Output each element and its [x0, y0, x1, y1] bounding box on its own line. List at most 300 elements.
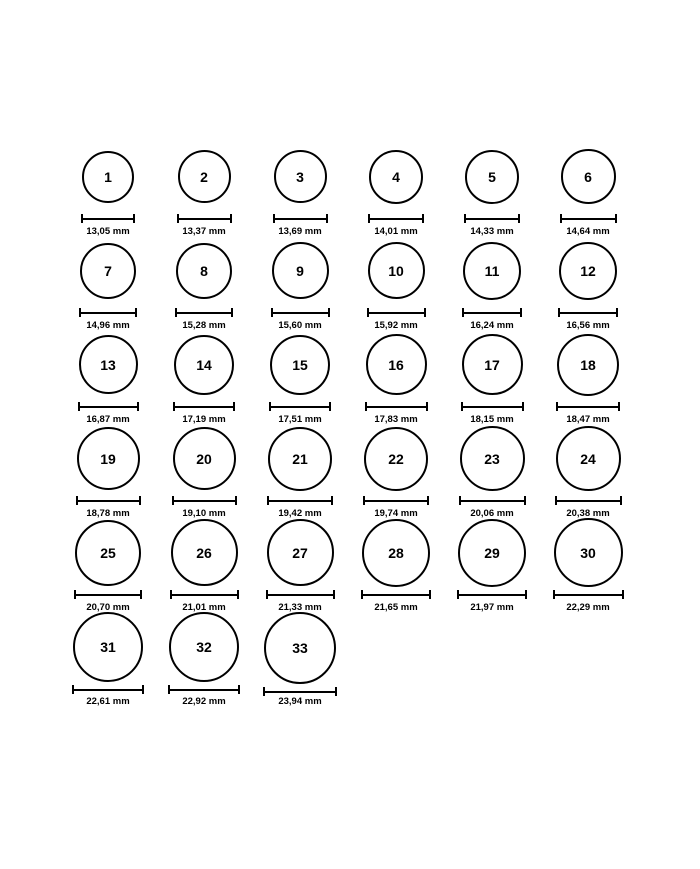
ring-circle-wrap	[79, 330, 138, 399]
ring-circle	[75, 520, 141, 586]
ring-size-number: 16	[388, 356, 404, 373]
ring-size-cell	[60, 142, 156, 236]
ring-circle	[73, 612, 143, 682]
diameter-measure-bar	[273, 214, 328, 222]
diameter-label: 20,06 mm	[470, 507, 514, 519]
ring-circle	[368, 242, 425, 299]
measure-tick-right	[426, 402, 428, 411]
ring-size-cell	[60, 330, 156, 424]
ring-circle-wrap	[366, 330, 427, 399]
measure-line	[266, 594, 335, 596]
ring-circle-wrap	[369, 142, 423, 211]
ring-size-cell	[348, 424, 444, 518]
measure-tick-right	[620, 496, 622, 505]
ring-size-cell	[156, 236, 252, 330]
measure-tick-right	[237, 590, 239, 599]
diameter-measure-bar	[172, 496, 237, 504]
ring-circle-wrap	[264, 612, 336, 684]
measure-tick-left	[269, 402, 271, 411]
diameter-measure-bar	[269, 402, 331, 410]
measure-line	[363, 500, 429, 502]
measure-line	[555, 500, 622, 502]
ring-circle-wrap	[561, 142, 616, 211]
measure-tick-right	[133, 214, 135, 223]
diameter-measure-bar	[457, 590, 527, 598]
diameter-measure-bar	[464, 214, 520, 222]
ring-circle	[366, 334, 427, 395]
ring-circle-wrap	[173, 424, 236, 493]
measure-line	[459, 500, 526, 502]
measure-line	[173, 406, 235, 408]
ring-circle-wrap	[362, 518, 430, 587]
diameter-label: 15,92 mm	[374, 319, 418, 331]
ring-size-cell	[444, 518, 540, 612]
measure-tick-left	[558, 308, 560, 317]
measure-tick-right	[140, 590, 142, 599]
measure-tick-right	[616, 308, 618, 317]
measure-tick-right	[422, 214, 424, 223]
measure-tick-right	[335, 687, 337, 696]
ring-circle	[369, 150, 423, 204]
diameter-label: 21,97 mm	[470, 601, 514, 613]
ring-size-cell	[444, 330, 540, 424]
ring-size-number: 7	[104, 262, 112, 279]
measure-tick-left	[81, 214, 83, 223]
measure-tick-right	[135, 308, 137, 317]
ring-size-number: 31	[100, 639, 116, 655]
ring-circle	[176, 243, 232, 299]
diameter-measure-bar	[177, 214, 232, 222]
measure-tick-left	[177, 214, 179, 223]
measure-line	[560, 218, 617, 220]
ring-circle	[173, 427, 236, 490]
diameter-label: 22,92 mm	[182, 695, 226, 707]
measure-line	[177, 218, 232, 220]
diameter-measure-bar	[74, 590, 142, 598]
measure-line	[168, 689, 240, 691]
ring-size-cell	[540, 518, 636, 612]
ring-circle	[364, 427, 428, 491]
measure-tick-right	[618, 402, 620, 411]
ring-size-cell	[348, 330, 444, 424]
diameter-label: 18,78 mm	[86, 507, 130, 519]
ring-size-cell	[252, 424, 348, 518]
diameter-measure-bar	[367, 308, 426, 316]
measure-line	[79, 312, 137, 314]
measure-tick-right	[622, 590, 624, 599]
diameter-label: 17,83 mm	[374, 413, 418, 425]
ring-size-number: 6	[584, 168, 592, 185]
measure-line	[76, 500, 141, 502]
measure-line	[269, 406, 331, 408]
diameter-label: 14,64 mm	[566, 225, 610, 237]
measure-tick-left	[266, 590, 268, 599]
measure-tick-right	[328, 308, 330, 317]
diameter-label: 21,33 mm	[278, 601, 322, 613]
ring-circle	[174, 335, 234, 395]
diameter-measure-bar	[170, 590, 239, 598]
ring-circle-wrap	[174, 330, 234, 399]
ring-circle-wrap	[559, 236, 617, 305]
ring-size-number: 19	[100, 450, 116, 467]
measure-tick-right	[333, 590, 335, 599]
measure-tick-left	[461, 402, 463, 411]
measure-line	[271, 312, 330, 314]
ring-size-row	[60, 330, 660, 424]
ring-size-row	[60, 518, 660, 612]
measure-line	[368, 218, 424, 220]
ring-circle	[77, 427, 140, 490]
diameter-label: 18,47 mm	[566, 413, 610, 425]
diameter-measure-bar	[363, 496, 429, 504]
ring-circle-wrap	[178, 142, 231, 211]
measure-line	[78, 406, 139, 408]
measure-tick-right	[326, 214, 328, 223]
measure-tick-left	[464, 214, 466, 223]
diameter-label: 16,24 mm	[470, 319, 514, 331]
diameter-measure-bar	[76, 496, 141, 504]
ring-circle-wrap	[458, 518, 526, 587]
measure-tick-right	[142, 685, 144, 694]
diameter-measure-bar	[560, 214, 617, 222]
diameter-measure-bar	[461, 402, 524, 410]
ring-circle	[270, 335, 330, 395]
diameter-measure-bar	[361, 590, 431, 598]
diameter-label: 13,37 mm	[182, 225, 226, 237]
measure-tick-right	[429, 590, 431, 599]
ring-size-cell	[444, 142, 540, 236]
measure-tick-left	[273, 214, 275, 223]
measure-tick-left	[263, 687, 265, 696]
measure-tick-right	[137, 402, 139, 411]
ring-size-number: 23	[484, 450, 500, 467]
diameter-label: 15,60 mm	[278, 319, 322, 331]
ring-circle	[82, 151, 134, 203]
diameter-label: 19,10 mm	[182, 507, 226, 519]
ring-size-cell	[348, 236, 444, 330]
diameter-measure-bar	[79, 308, 137, 316]
measure-tick-right	[520, 308, 522, 317]
measure-line	[365, 406, 428, 408]
measure-tick-right	[518, 214, 520, 223]
measure-tick-left	[267, 496, 269, 505]
ring-size-number: 20	[196, 450, 212, 467]
ring-size-number: 9	[296, 262, 304, 279]
ring-size-number: 11	[484, 262, 500, 279]
diameter-measure-bar	[553, 590, 624, 598]
diameter-measure-bar	[78, 402, 139, 410]
ring-circle	[171, 519, 238, 586]
ring-circle-wrap	[268, 424, 332, 493]
measure-line	[457, 594, 527, 596]
ring-circle-wrap	[267, 518, 334, 587]
measure-tick-right	[525, 590, 527, 599]
ring-size-cell	[60, 518, 156, 612]
measure-tick-left	[363, 496, 365, 505]
diameter-measure-bar	[168, 685, 240, 693]
measure-tick-right	[235, 496, 237, 505]
ring-size-cell	[540, 142, 636, 236]
ring-size-cell	[348, 142, 444, 236]
measure-tick-right	[424, 308, 426, 317]
ring-circle	[80, 243, 136, 299]
measure-line	[175, 312, 233, 314]
ring-size-number: 33	[292, 640, 308, 656]
ring-size-row	[60, 142, 660, 236]
measure-tick-right	[230, 214, 232, 223]
ring-size-number: 17	[484, 356, 500, 373]
ring-size-number: 1	[104, 168, 112, 185]
ring-circle-wrap	[75, 518, 141, 587]
ring-size-number: 12	[580, 262, 596, 279]
ring-size-number: 3	[296, 168, 304, 185]
diameter-measure-bar	[271, 308, 330, 316]
diameter-label: 21,65 mm	[374, 601, 418, 613]
ring-size-number: 18	[580, 356, 596, 373]
ring-size-number: 2	[200, 168, 208, 185]
ring-size-cell	[252, 142, 348, 236]
measure-tick-left	[459, 496, 461, 505]
ring-size-row	[60, 236, 660, 330]
measure-tick-right	[522, 402, 524, 411]
measure-tick-right	[329, 402, 331, 411]
ring-circle	[79, 335, 138, 394]
measure-tick-right	[238, 685, 240, 694]
measure-line	[361, 594, 431, 596]
measure-line	[558, 312, 618, 314]
measure-tick-right	[427, 496, 429, 505]
ring-circle	[559, 242, 617, 300]
measure-line	[170, 594, 239, 596]
ring-size-number: 32	[196, 639, 212, 655]
measure-line	[464, 218, 520, 220]
ring-circle	[362, 519, 430, 587]
measure-line	[556, 406, 620, 408]
ring-circle-wrap	[364, 424, 428, 493]
diameter-measure-bar	[72, 685, 144, 693]
ring-circle-wrap	[556, 424, 621, 493]
ring-size-cell	[252, 236, 348, 330]
ring-circle	[462, 334, 523, 395]
diameter-measure-bar	[267, 496, 333, 504]
ring-circle-wrap	[171, 518, 238, 587]
diameter-label: 14,96 mm	[86, 319, 130, 331]
diameter-measure-bar	[175, 308, 233, 316]
measure-tick-right	[524, 496, 526, 505]
diameter-measure-bar	[81, 214, 135, 222]
ring-circle	[264, 612, 336, 684]
diameter-label: 19,74 mm	[374, 507, 418, 519]
ring-size-cell	[540, 330, 636, 424]
ring-circle	[272, 242, 329, 299]
ring-circle	[169, 612, 239, 682]
ring-circle-wrap	[368, 236, 425, 305]
ring-circle-wrap	[274, 142, 327, 211]
diameter-measure-bar	[368, 214, 424, 222]
measure-tick-left	[175, 308, 177, 317]
ring-size-cell	[540, 236, 636, 330]
ring-size-cell	[60, 424, 156, 518]
measure-tick-right	[331, 496, 333, 505]
ring-size-cell	[252, 612, 348, 706]
diameter-label: 20,70 mm	[86, 601, 130, 613]
ring-size-cell	[156, 142, 252, 236]
ring-size-number: 15	[292, 356, 308, 373]
measure-tick-left	[271, 308, 273, 317]
measure-line	[172, 500, 237, 502]
ring-size-row	[60, 424, 660, 518]
ring-circle	[274, 150, 327, 203]
diameter-label: 16,87 mm	[86, 413, 130, 425]
ring-circle	[267, 519, 334, 586]
ring-size-number: 22	[388, 450, 404, 467]
ring-size-cell	[252, 330, 348, 424]
ring-size-cell	[60, 612, 156, 706]
diameter-label: 22,29 mm	[566, 601, 610, 613]
measure-tick-left	[367, 308, 369, 317]
measure-tick-left	[556, 402, 558, 411]
ring-circle-wrap	[460, 424, 525, 493]
ring-size-cell	[540, 424, 636, 518]
ring-circle-wrap	[272, 236, 329, 305]
measure-line	[273, 218, 328, 220]
ring-circle-wrap	[80, 236, 136, 305]
measure-tick-right	[233, 402, 235, 411]
ring-circle-wrap	[554, 518, 623, 587]
measure-tick-left	[170, 590, 172, 599]
diameter-label: 14,01 mm	[374, 225, 418, 237]
measure-tick-left	[368, 214, 370, 223]
measure-line	[461, 406, 524, 408]
diameter-label: 22,61 mm	[86, 695, 130, 707]
ring-circle	[268, 427, 332, 491]
measure-line	[81, 218, 135, 220]
ring-circle-wrap	[270, 330, 330, 399]
measure-line	[74, 594, 142, 596]
measure-tick-left	[553, 590, 555, 599]
measure-tick-right	[139, 496, 141, 505]
ring-size-row	[60, 612, 660, 706]
ring-circle-wrap	[557, 330, 619, 399]
measure-tick-left	[560, 214, 562, 223]
measure-tick-left	[72, 685, 74, 694]
measure-line	[462, 312, 522, 314]
ring-circle-wrap	[465, 142, 519, 211]
ring-circle	[178, 150, 231, 203]
ring-size-cell	[156, 612, 252, 706]
measure-line	[367, 312, 426, 314]
diameter-measure-bar	[365, 402, 428, 410]
ring-size-number: 30	[580, 544, 596, 561]
ring-circle	[561, 149, 616, 204]
diameter-label: 19,42 mm	[278, 507, 322, 519]
ring-size-number: 21	[292, 450, 308, 467]
ring-size-number: 27	[292, 544, 308, 561]
measure-tick-left	[361, 590, 363, 599]
diameter-label: 21,01 mm	[182, 601, 226, 613]
ring-circle	[465, 150, 519, 204]
ring-size-cell	[348, 518, 444, 612]
measure-line	[553, 594, 624, 596]
ring-circle-wrap	[463, 236, 521, 305]
measure-tick-left	[173, 402, 175, 411]
ring-circle	[458, 519, 526, 587]
ring-size-number: 26	[196, 544, 212, 561]
ring-size-cell	[444, 236, 540, 330]
diameter-label: 23,94 mm	[278, 695, 322, 707]
diameter-measure-bar	[558, 308, 618, 316]
ring-size-number: 13	[100, 356, 116, 373]
ring-size-number: 5	[488, 168, 496, 185]
diameter-measure-bar	[556, 402, 620, 410]
measure-tick-left	[365, 402, 367, 411]
ring-size-number: 8	[200, 262, 208, 279]
ring-size-number: 4	[392, 168, 400, 185]
ring-circle-wrap	[73, 612, 143, 682]
measure-tick-left	[457, 590, 459, 599]
diameter-measure-bar	[459, 496, 526, 504]
measure-tick-right	[231, 308, 233, 317]
measure-tick-left	[78, 402, 80, 411]
diameter-measure-bar	[266, 590, 335, 598]
diameter-measure-bar	[555, 496, 622, 504]
ring-size-cell	[156, 330, 252, 424]
ring-circle-wrap	[82, 142, 134, 211]
measure-tick-left	[462, 308, 464, 317]
ring-size-cell	[444, 424, 540, 518]
ring-size-number: 14	[196, 356, 212, 373]
ring-circle-wrap	[169, 612, 239, 682]
ring-size-cell	[60, 236, 156, 330]
diameter-label: 17,19 mm	[182, 413, 226, 425]
diameter-measure-bar	[462, 308, 522, 316]
diameter-label: 18,15 mm	[470, 413, 514, 425]
measure-tick-right	[615, 214, 617, 223]
ring-circle-wrap	[176, 236, 232, 305]
ring-size-cell	[156, 424, 252, 518]
ring-size-number: 28	[388, 544, 404, 561]
diameter-label: 13,69 mm	[278, 225, 322, 237]
ring-circle	[557, 334, 619, 396]
diameter-label: 16,56 mm	[566, 319, 610, 331]
ring-circle	[463, 242, 521, 300]
measure-line	[267, 500, 333, 502]
ring-size-cell	[252, 518, 348, 612]
measure-tick-left	[172, 496, 174, 505]
ring-circle-wrap	[77, 424, 140, 493]
ring-circle-wrap	[462, 330, 523, 399]
ring-size-number: 24	[580, 450, 596, 467]
measure-tick-left	[168, 685, 170, 694]
diameter-label: 13,05 mm	[86, 225, 130, 237]
ring-size-cell	[156, 518, 252, 612]
measure-line	[263, 691, 337, 693]
ring-circle	[460, 426, 525, 491]
ring-size-number: 29	[484, 544, 500, 561]
diameter-measure-bar	[263, 687, 337, 693]
diameter-measure-bar	[173, 402, 235, 410]
measure-tick-left	[79, 308, 81, 317]
diameter-label: 14,33 mm	[470, 225, 514, 237]
measure-tick-left	[555, 496, 557, 505]
diameter-label: 15,28 mm	[182, 319, 226, 331]
diameter-label: 17,51 mm	[278, 413, 322, 425]
ring-circle	[554, 518, 623, 587]
ring-size-number: 10	[388, 262, 404, 279]
diameter-label: 20,38 mm	[566, 507, 610, 519]
measure-tick-left	[76, 496, 78, 505]
ring-circle	[556, 426, 621, 491]
